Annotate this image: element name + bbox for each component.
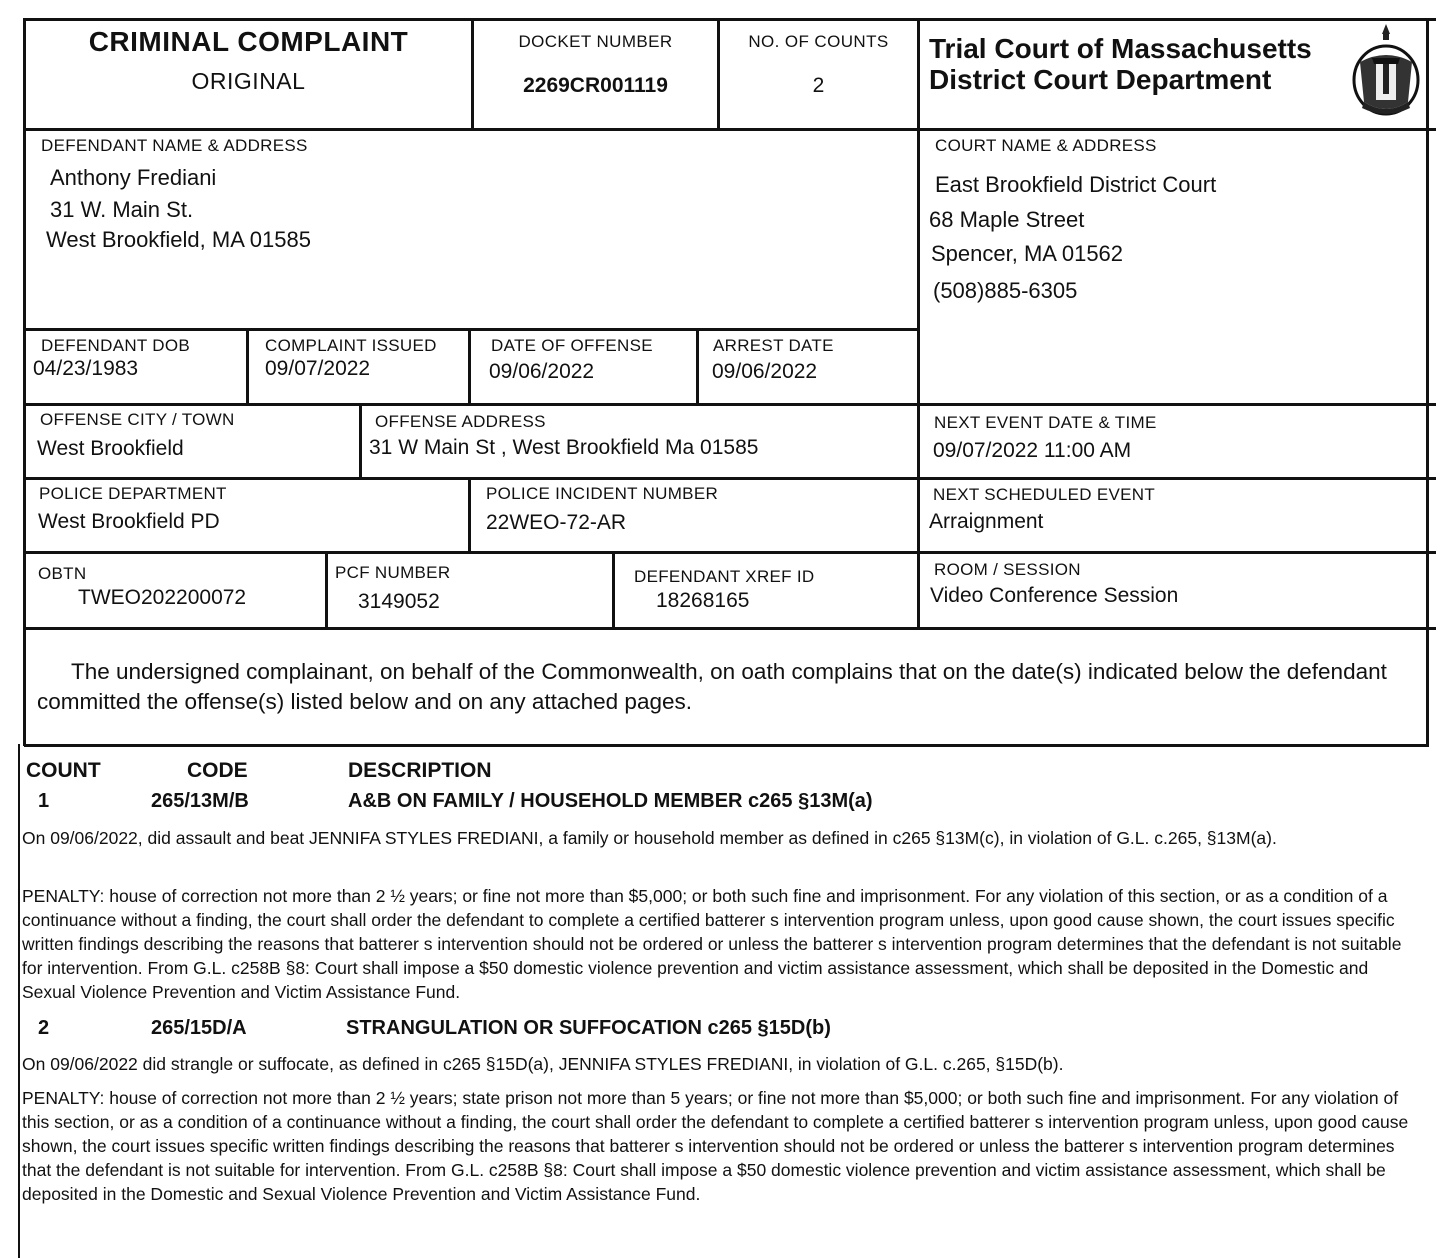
counts-cell bbox=[720, 32, 917, 98]
offense-city-value: West Brookfield bbox=[37, 437, 184, 460]
defendant-xref-label: DEFENDANT XREF ID bbox=[634, 567, 815, 586]
defendant-city: West Brookfield, MA 01585 bbox=[46, 227, 311, 252]
complaint-issued-value: 09/07/2022 bbox=[265, 357, 371, 380]
offense-address-value: 31 W Main St , West Brookfield Ma 01585 bbox=[369, 436, 759, 459]
offense-city-label: OFFENSE CITY / TOWN bbox=[40, 410, 235, 429]
complaint-title-block bbox=[26, 26, 471, 95]
police-department-label: POLICE DEPARTMENT bbox=[39, 484, 227, 503]
offense-address-label: OFFENSE ADDRESS bbox=[375, 412, 546, 431]
count-1-number: 1 bbox=[38, 790, 50, 812]
court-phone: (508)885-6305 bbox=[933, 278, 1078, 303]
next-event-label: NEXT EVENT DATE & TIME bbox=[934, 413, 1157, 432]
complaint-statement: The undersigned complainant, on behalf of the Commonwealth, on oath complains that on the date(s) indicated below the defendant committed the offense(s) listed below and on any attached pages. bbox=[37, 659, 1387, 714]
count-1-penalty-text: PENALTY: house of correction not more than 2 ½ years; or fine not more than $5,000; or both such fine and imprisonment. For any violation of this section, or as a condition of a continuance without a finding, the court shall order the defendant to complete a certified batterer s intervention program unless, upon good cause shown, the court issues specific written findings describing the reasons that batterer s intervention should not be ordered or unless the batterer s intervention program determines that the defendant is not suitable for intervention. From G.L. c258B §8: Court shall impose a $50 domestic violence prevention and victim assistance assessment, which shall be deposited in the Domestic and Sexual Violence Prevention and Victim Assistance Fund. bbox=[22, 886, 1402, 1002]
count-2-charge-text: On 09/06/2022 did strangle or suffocate, as defined in c265 §15D(a), JENNIFA STYLES FREDIANI, in violation of G.L. c.265, §15D(b). bbox=[22, 1054, 1064, 1074]
count-2-code: 265/15D/A bbox=[151, 1017, 247, 1039]
room-session-value: Video Conference Session bbox=[930, 584, 1179, 607]
docket-number-label: DOCKET NUMBER bbox=[518, 32, 673, 51]
complaint-title: CRIMINAL COMPLAINT bbox=[88, 26, 409, 57]
court-header bbox=[929, 33, 1349, 95]
count-2-number: 2 bbox=[38, 1017, 50, 1039]
count-column-header: COUNT bbox=[26, 759, 101, 782]
police-incident-value: 22WEO-72-AR bbox=[486, 511, 627, 534]
police-incident-label: POLICE INCIDENT NUMBER bbox=[486, 484, 719, 503]
pcf-number-value: 3149052 bbox=[358, 590, 440, 613]
complaint-issued-label: COMPLAINT ISSUED bbox=[265, 336, 437, 355]
count-2-penalty-text: PENALTY: house of correction not more than 2 ½ years; state prison not more than 5 years; or fine not more than $5,000; or both such fine and imprisonment. For any violation of this section, or as a condition of a continuance without a finding, the court shall order the defendant to complete a certified batterer s intervention program unless, upon good cause shown, the court issues specific written findings describing the reasons that batterer s intervention should not be ordered or unless the batterer s intervention program determines that the defendant is not suitable for intervention. From G.L. c258B §8: Court shall impose a $50 domestic violence prevention and victim assistance assessment, which shall be deposited in the Domestic and Sexual Violence Prevention and Victim Assistance Fund. bbox=[22, 1088, 1409, 1204]
dob-value: 04/23/1983 bbox=[33, 357, 139, 380]
offense-date-value: 09/06/2022 bbox=[489, 360, 595, 383]
docket-number-cell bbox=[474, 32, 717, 98]
next-scheduled-event-label: NEXT SCHEDULED EVENT bbox=[933, 485, 1156, 504]
counts-value: 2 bbox=[812, 74, 825, 97]
count-1-code: 265/13M/B bbox=[151, 790, 249, 812]
arrest-date-label: ARREST DATE bbox=[713, 336, 834, 355]
docket-number-value: 2269CR001119 bbox=[523, 74, 668, 97]
court-city: Spencer, MA 01562 bbox=[931, 241, 1124, 266]
police-department-value: West Brookfield PD bbox=[38, 510, 220, 533]
count-2-description: STRANGULATION OR SUFFOCATION c265 §15D(b) bbox=[346, 1017, 831, 1039]
defendant-xref-value: 18268165 bbox=[656, 589, 750, 612]
defendant-street: 31 W. Main St. bbox=[50, 197, 194, 222]
arrest-date-value: 09/06/2022 bbox=[712, 360, 818, 383]
count-1-charge-text: On 09/06/2022, did assault and beat JENNIFA STYLES FREDIANI, a family or household member as defined in c265 §13M(c), in violation of G.L. c.265, §13M(a). bbox=[22, 828, 1277, 848]
defendant-name: Anthony Frediani bbox=[50, 165, 217, 190]
counts-label: NO. OF COUNTS bbox=[748, 32, 889, 51]
dob-label: DEFENDANT DOB bbox=[41, 336, 191, 355]
pcf-number-label: PCF NUMBER bbox=[335, 563, 451, 582]
court-header-line2: District Court Department bbox=[929, 64, 1272, 95]
offense-date-label: DATE OF OFFENSE bbox=[491, 336, 653, 355]
next-scheduled-event-value: Arraignment bbox=[929, 510, 1044, 533]
next-event-value: 09/07/2022 11:00 AM bbox=[933, 439, 1132, 462]
court-street: 68 Maple Street bbox=[929, 207, 1085, 232]
obtn-label: OBTN bbox=[38, 564, 87, 583]
code-column-header: CODE bbox=[187, 759, 248, 782]
complaint-subtitle: ORIGINAL bbox=[191, 68, 306, 94]
description-column-header: DESCRIPTION bbox=[348, 759, 492, 782]
count-1-description: A&B ON FAMILY / HOUSEHOLD MEMBER c265 §13M(a) bbox=[348, 790, 873, 812]
court-header-line1: Trial Court of Massachusetts bbox=[929, 33, 1312, 64]
defendant-name-address-label: DEFENDANT NAME & ADDRESS bbox=[41, 136, 308, 155]
massachusetts-seal-icon bbox=[1350, 22, 1422, 118]
court-name-address-label: COURT NAME & ADDRESS bbox=[935, 136, 1157, 155]
room-session-label: ROOM / SESSION bbox=[934, 560, 1081, 579]
obtn-value: TWEO202200072 bbox=[78, 586, 247, 609]
court-name: East Brookfield District Court bbox=[935, 172, 1217, 197]
